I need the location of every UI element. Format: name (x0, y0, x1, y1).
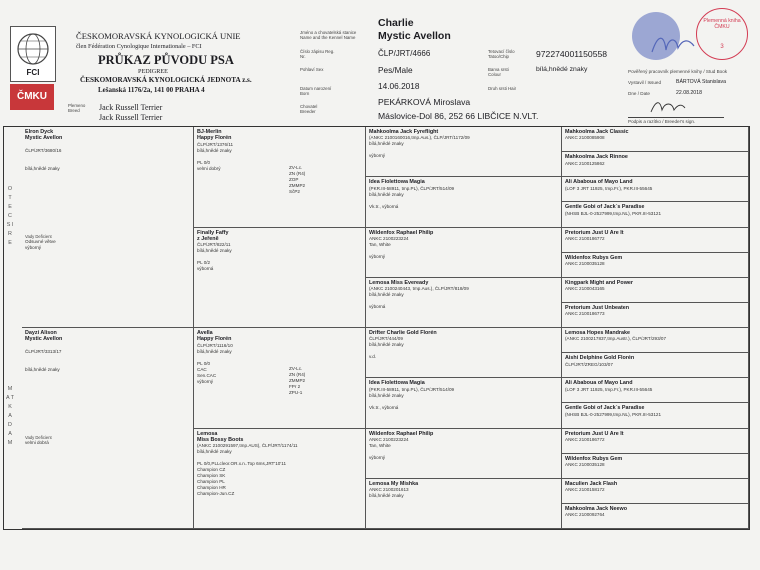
ancestor-title: ZN (R4) (289, 170, 306, 176)
ancestor-kennel: Mystic Avellon (25, 336, 63, 343)
ancestor-results (197, 360, 362, 395)
ancestor-results (197, 461, 362, 497)
ancestor-name: Mahkoolma Jack Classic (565, 129, 629, 135)
ancestor-grade: výborný (369, 454, 386, 460)
breeder-address: Máslovice-Dol 86, 252 66 LIBČICE N.VLT. (378, 111, 539, 121)
ancestor-reg: ANKC 2100223224 (369, 436, 409, 442)
ancestor-result: PL 0/0 (197, 159, 211, 165)
sire-side-label: O T E C S I R E (6, 186, 14, 246)
chip-label: Tetovací číslo Tatoo/Chip (488, 49, 515, 59)
generation-3-cell (366, 328, 562, 378)
generation-4-cell (562, 454, 749, 479)
ancestor-result: Champion CZ (197, 467, 226, 473)
ancestor-reg: (NHSB BJL-0-2527999,tmp.NL), PKR.III-53121 (565, 411, 662, 417)
ancestor-reg: ANKC 2100186772 (565, 235, 605, 241)
breed-value-1: Jack Russell Terrier (99, 103, 163, 112)
ancestor-name: Finally Faffy (197, 229, 229, 236)
ancestor-reg: ANKC 2100125862 (565, 160, 605, 166)
sex-value: Pes/Male (378, 65, 413, 75)
ancestor-reg: (LOF 3 JRT 11925, tmp.Fr.), PKR.III-55645 (565, 185, 653, 191)
ancestor-name: Ali Ababoua of Mayo Land (565, 380, 633, 387)
ancestor-title: FPr 2 (289, 383, 301, 389)
generation-3-cell (366, 479, 562, 529)
ancestor-reg: (ANKC 2100217837,tmp.Austr.), ČLP/JRT/293/07 (565, 336, 667, 342)
generation-4-cell (562, 353, 749, 378)
generation-4-cell (562, 429, 749, 454)
ancestor-name: Kingpark Might and Power (565, 279, 633, 286)
ancestor-colour: bílá,hnědé znaky (369, 191, 404, 197)
ancestor-grade: výborný (369, 253, 386, 259)
generation-4-cell (562, 303, 749, 328)
generation-3-cell (366, 278, 562, 328)
ancestor-result: Champion HR (197, 485, 226, 491)
ancestor-name: Dayzi Alison (25, 330, 57, 336)
signature-line (628, 117, 724, 118)
ancestor-grade: výborný (25, 245, 42, 251)
generation-3-cell (366, 378, 562, 428)
reg-label: Číslo zápisu Reg. Nr. (300, 49, 335, 59)
generation-4-cell (562, 479, 749, 504)
org-member: člen Fédération Cynologique Internationale – FCI (76, 43, 202, 50)
generation-1-cell (22, 328, 194, 529)
ancestor-colour: Tan, White (369, 442, 391, 448)
ancestor-reg: ČLP/JRT/3680/16 (25, 147, 62, 153)
fci-logo (10, 26, 56, 82)
ancestor-reg: ANKC 2100158172 (565, 487, 605, 493)
generation-2-cell (194, 429, 366, 530)
ancestor-grade: Vk.tr., výborná (369, 404, 399, 410)
org-name: ČESKOMORAVSKÁ KYNOLOGICKÁ UNIE (76, 31, 241, 41)
ancestor-name: Lemosa Hopes Mandrake (565, 330, 631, 336)
generation-4-cell (562, 403, 749, 428)
ancestor-reg: ANKC 2100035128 (565, 261, 605, 267)
ancestor-name: Pretorium Just U Are It (565, 430, 624, 437)
ancestor-colour: bílá,hnědé znaky (197, 449, 232, 455)
generation-3-cell (366, 429, 562, 479)
ancestor-colour: bílá,hnědé znaky (197, 348, 232, 354)
ancestor-titles (289, 366, 305, 396)
generation-3-cell (366, 177, 562, 227)
ancestor-name: Avella (197, 330, 213, 336)
ancestor-title: ZV-Lc. (289, 164, 303, 170)
ancestor-name: Mahkoolma Jack Fyreflight (369, 129, 439, 135)
ancestor-reg: ANKC 2100186772 (565, 436, 605, 442)
ancestor-reg: ANKC 2100201613 (369, 487, 409, 493)
generation-4-cell (562, 152, 749, 177)
ancestor-reg: ANKC 2100043165 (565, 286, 605, 292)
chip-value: 972274001150558 (536, 49, 608, 59)
ancestor-results (197, 159, 362, 194)
ancestor-name: Idea Fiolettowa Magia (369, 380, 425, 387)
dog-name-label: Jméno a chovatelská stanice Name and the Kennel Name (300, 30, 357, 40)
generation-4-cell (562, 228, 749, 253)
date-label: Dne / Date (628, 91, 650, 96)
ancestor-reg: ANKC 2100035128 (565, 462, 605, 468)
ancestor-reg: (LOF 3 JRT 11925, tmp.Fr.), PKR.III-55645 (565, 386, 653, 392)
reg-value: ČLP/JRT/4666 (378, 49, 431, 58)
ancestor-kennel: Happy Florén (197, 336, 232, 343)
ancestor-title: ZV-Lc. (289, 365, 303, 371)
ancestor-reg: ANKC 2100085908 (565, 135, 605, 141)
generation-4-cell (562, 253, 749, 278)
ancestor-kennel: Miss Bossy Boots (197, 436, 244, 443)
ancestor-reg: ČLP/JRT/ZREG/103/07 (565, 361, 613, 367)
ancestor-results (197, 260, 362, 272)
generation-4-cell (562, 202, 749, 227)
ancestor-colour: bílá,hnědé znaky (369, 141, 404, 147)
ancestor-result: výborná (197, 266, 214, 272)
stamp-red-text: Plemenná kniha ČMKU (703, 18, 741, 30)
sign-label: Podpis a razítko / Breeder's sign. (628, 119, 696, 124)
ancestor-colour: bílá,hnědé znaky (369, 392, 404, 398)
ancestor-result: Champion SK (197, 473, 226, 479)
ancestor-name: Mahkoolma Jack Neewo (565, 505, 628, 512)
ancestor-colour: bílá,hnědé znaky (197, 147, 232, 153)
generation-3-cell (366, 127, 562, 177)
ancestor-colour: bílá,hnědé znaky (369, 342, 404, 348)
ancestor-reg: (NHSB BJL-0-2527999,tmp.NL), PKR.III-53121 (565, 210, 662, 216)
dog-name-1: Charlie (378, 17, 414, 29)
ancestor-name: Gentle Gobi of Jack´s Paradise (565, 405, 645, 412)
ancestor-name: Mahkoolma Jack Rinnoe (565, 154, 628, 161)
ancestor-grade: Vady Deficient (25, 233, 52, 239)
ancestor-colour: bílá,hnědé znaky (25, 366, 60, 372)
breeder-label: Chovatel Breeder (300, 104, 318, 114)
ancestor-reg: ČLP/JRT/3313/17 (25, 348, 62, 354)
ancestor-reg: (ANKC 2100160016,tmp.Aus.), ČLP/JRT/1172/09 (369, 135, 470, 141)
ancestor-grade: Odsuvné větve (25, 239, 56, 245)
fci-logo-text: FCI (26, 68, 40, 77)
ancestor-title: SčP2 (289, 188, 300, 194)
ancestor-name: Elron Dyck (25, 129, 54, 135)
ancestor-name: Wildenfox Raphael Philip (369, 430, 434, 437)
ancestor-result: PL 0/2 (197, 260, 211, 266)
cmku-logo-text: ČMKU (17, 91, 47, 102)
stamp-red-number: 3 (720, 44, 724, 50)
generation-4-cell (562, 127, 749, 152)
union-name: ČESKOMORAVSKÁ KYNOLOGICKÁ JEDNOTA z.s. (80, 76, 252, 84)
ancestor-grade: výborný (369, 153, 386, 159)
studbook-label: Pověřený pracovník plemenné knihy / Stud Book (628, 69, 728, 74)
generation-1-cell (22, 127, 194, 328)
ancestor-result: Sen.CAC (197, 372, 217, 378)
ancestor-colour: bílá,hnědé znaky (369, 493, 404, 499)
ancestor-reg: ČLP/JRT/822/11 (197, 242, 231, 248)
pedigree-grid (3, 126, 750, 530)
breeder-name: PEKÁRKOVÁ Miroslava (378, 97, 471, 107)
ancestor-name: Wildenfox Rubys Gem (565, 254, 623, 261)
ancestor-reg: ČLP/JRT/1116/10 (197, 342, 233, 348)
union-address: Lešanská 1176/2a, 141 00 PRAHA 4 (98, 86, 205, 94)
ancestor-reg: (ANKC 2100240443, tmp.Aus.), ČLP/JRT/818/09 (369, 286, 469, 292)
generation-4-cell (562, 278, 749, 303)
ancestor-grade: velmi dobrá (25, 440, 49, 446)
ancestor-name: Lemosa My Mishka (369, 480, 419, 487)
ancestor-result: Champion-Jun.CZ (197, 491, 235, 497)
stamp-red (696, 8, 748, 60)
ancestor-grade: v.d. (369, 354, 377, 360)
ancestor-title: ZMMP2 (289, 182, 306, 188)
ancestor-name: BJ-Merlin (197, 129, 222, 135)
sex-label: Pohlaví Sex (300, 67, 324, 72)
ancestor-reg: (PKR.III-58911, tmp.PL), ČLP/JRT/514/09 (369, 185, 455, 191)
dog-name-2: Mystic Avellon (378, 30, 451, 42)
ancestor-name: Wildenfox Rubys Gem (565, 455, 623, 462)
ancestor-colour: Tan, White (369, 241, 391, 247)
issue-date: 22.08.2018 (676, 90, 702, 96)
generation-4-cell (562, 378, 749, 403)
doc-title: PRŮKAZ PŮVODU PSA (98, 53, 234, 67)
stamp-blue (632, 12, 680, 60)
ancestor-reg: ANKC 2100092764 (565, 512, 605, 518)
ancestor-reg: ČLP/JRT/444/09 (369, 336, 403, 342)
born-value: 14.06.2018 (378, 81, 420, 91)
ancestor-reg: ANKC 2100186773 (565, 311, 605, 317)
ancestor-title: ZPU-1 (289, 389, 303, 395)
ancestor-name: Wildenfox Raphael Philip (369, 229, 434, 236)
ancestor-kennel: Happy Florén (197, 135, 232, 142)
ancestor-result: CAC (197, 366, 207, 372)
ancestor-name: Pretorium Just Unbeaten (565, 304, 630, 311)
ancestor-grade: Vady Deficient (25, 434, 52, 440)
ancestor-titles (289, 165, 305, 195)
ancestor-kennel: z Jeřeně (197, 235, 219, 242)
ancestor-result: PL 0/0 (197, 360, 211, 366)
ancestor-reg: ANKC 2100223224 (369, 235, 409, 241)
issued-label: Vystavil / Issued (628, 80, 662, 85)
ancestor-result: velmi dobrý (197, 165, 221, 171)
ancestor-name: Lemosa (197, 430, 218, 437)
ancestor-result: výborný (197, 378, 214, 384)
dam-side-label: M A T K A D A M (6, 386, 14, 446)
ancestor-name: Pretorium Just U Are It (565, 229, 624, 236)
ancestor-name: Lemosa Miss Eveready (369, 279, 429, 286)
cmku-logo (10, 84, 54, 110)
ancestor-name: Idea Fiolettowa Magia (369, 179, 425, 186)
ancestor-result: PL 0/0,PLLcleor.OR.x.n..Top 6ms,JRT'10'11 (197, 461, 286, 467)
generation-4-cell (562, 177, 749, 202)
issued-by: BÁRTOVÁ Stanislava (676, 79, 726, 85)
ancestor-grade: výborná (369, 304, 386, 310)
breed-label: Plemeno Breed (68, 103, 86, 113)
breed-value-2: Jack Russell Terrier (99, 113, 163, 122)
ancestor-name: Aishi Delphine Gold Florén (565, 355, 635, 362)
ancestor-reg: (ANKC 2100291597,tmp.AUS), ČLP/JRT/1174/11 (197, 443, 298, 449)
ancestor-title: ZOP (289, 176, 299, 182)
hair-label: Druh srsti Hair (488, 86, 517, 91)
doc-subtitle: PEDIGREE (138, 68, 168, 75)
ancestor-title: ZMMP2 (289, 377, 306, 383)
ancestor-colour: bílá,hnědé znaky (197, 248, 232, 254)
ancestor-name: Ali Ababoua of Mayo Land (565, 179, 633, 186)
generation-2-cell (194, 328, 366, 429)
born-label: Datum narození Born (300, 86, 332, 96)
ancestor-name: Maculien Jack Flash (565, 480, 618, 487)
generation-4-cell (562, 328, 749, 353)
ancestor-name: Gentle Gobi of Jack´s Paradise (565, 204, 645, 211)
generation-4-cell (562, 504, 749, 529)
ancestor-grade: Vk.tr., výborná (369, 203, 399, 209)
colour-value: bílá,hnědé znaky (536, 66, 588, 73)
generation-2-cell (194, 127, 366, 228)
ancestor-name: Drifter Charlie Gold Florén (369, 330, 437, 336)
ancestor-colour: bílá,hnědé znaky (25, 165, 60, 171)
ancestor-kennel: Mystic Avellon (25, 135, 63, 142)
generation-3-cell (366, 228, 562, 278)
colour-label: Barva srsti Colour (488, 67, 509, 77)
ancestor-reg: (PKR.III-58911, tmp.PL), ČLP/JRT/514/09 (369, 386, 455, 392)
generation-2-cell (194, 228, 366, 329)
ancestor-reg: ČLP/JRT/1376/11 (197, 141, 234, 147)
ancestor-colour: bílá,hnědé znaky (369, 292, 404, 298)
ancestor-result: Champion PL (197, 479, 225, 485)
ancestor-title: ZN (R4) (289, 371, 306, 377)
